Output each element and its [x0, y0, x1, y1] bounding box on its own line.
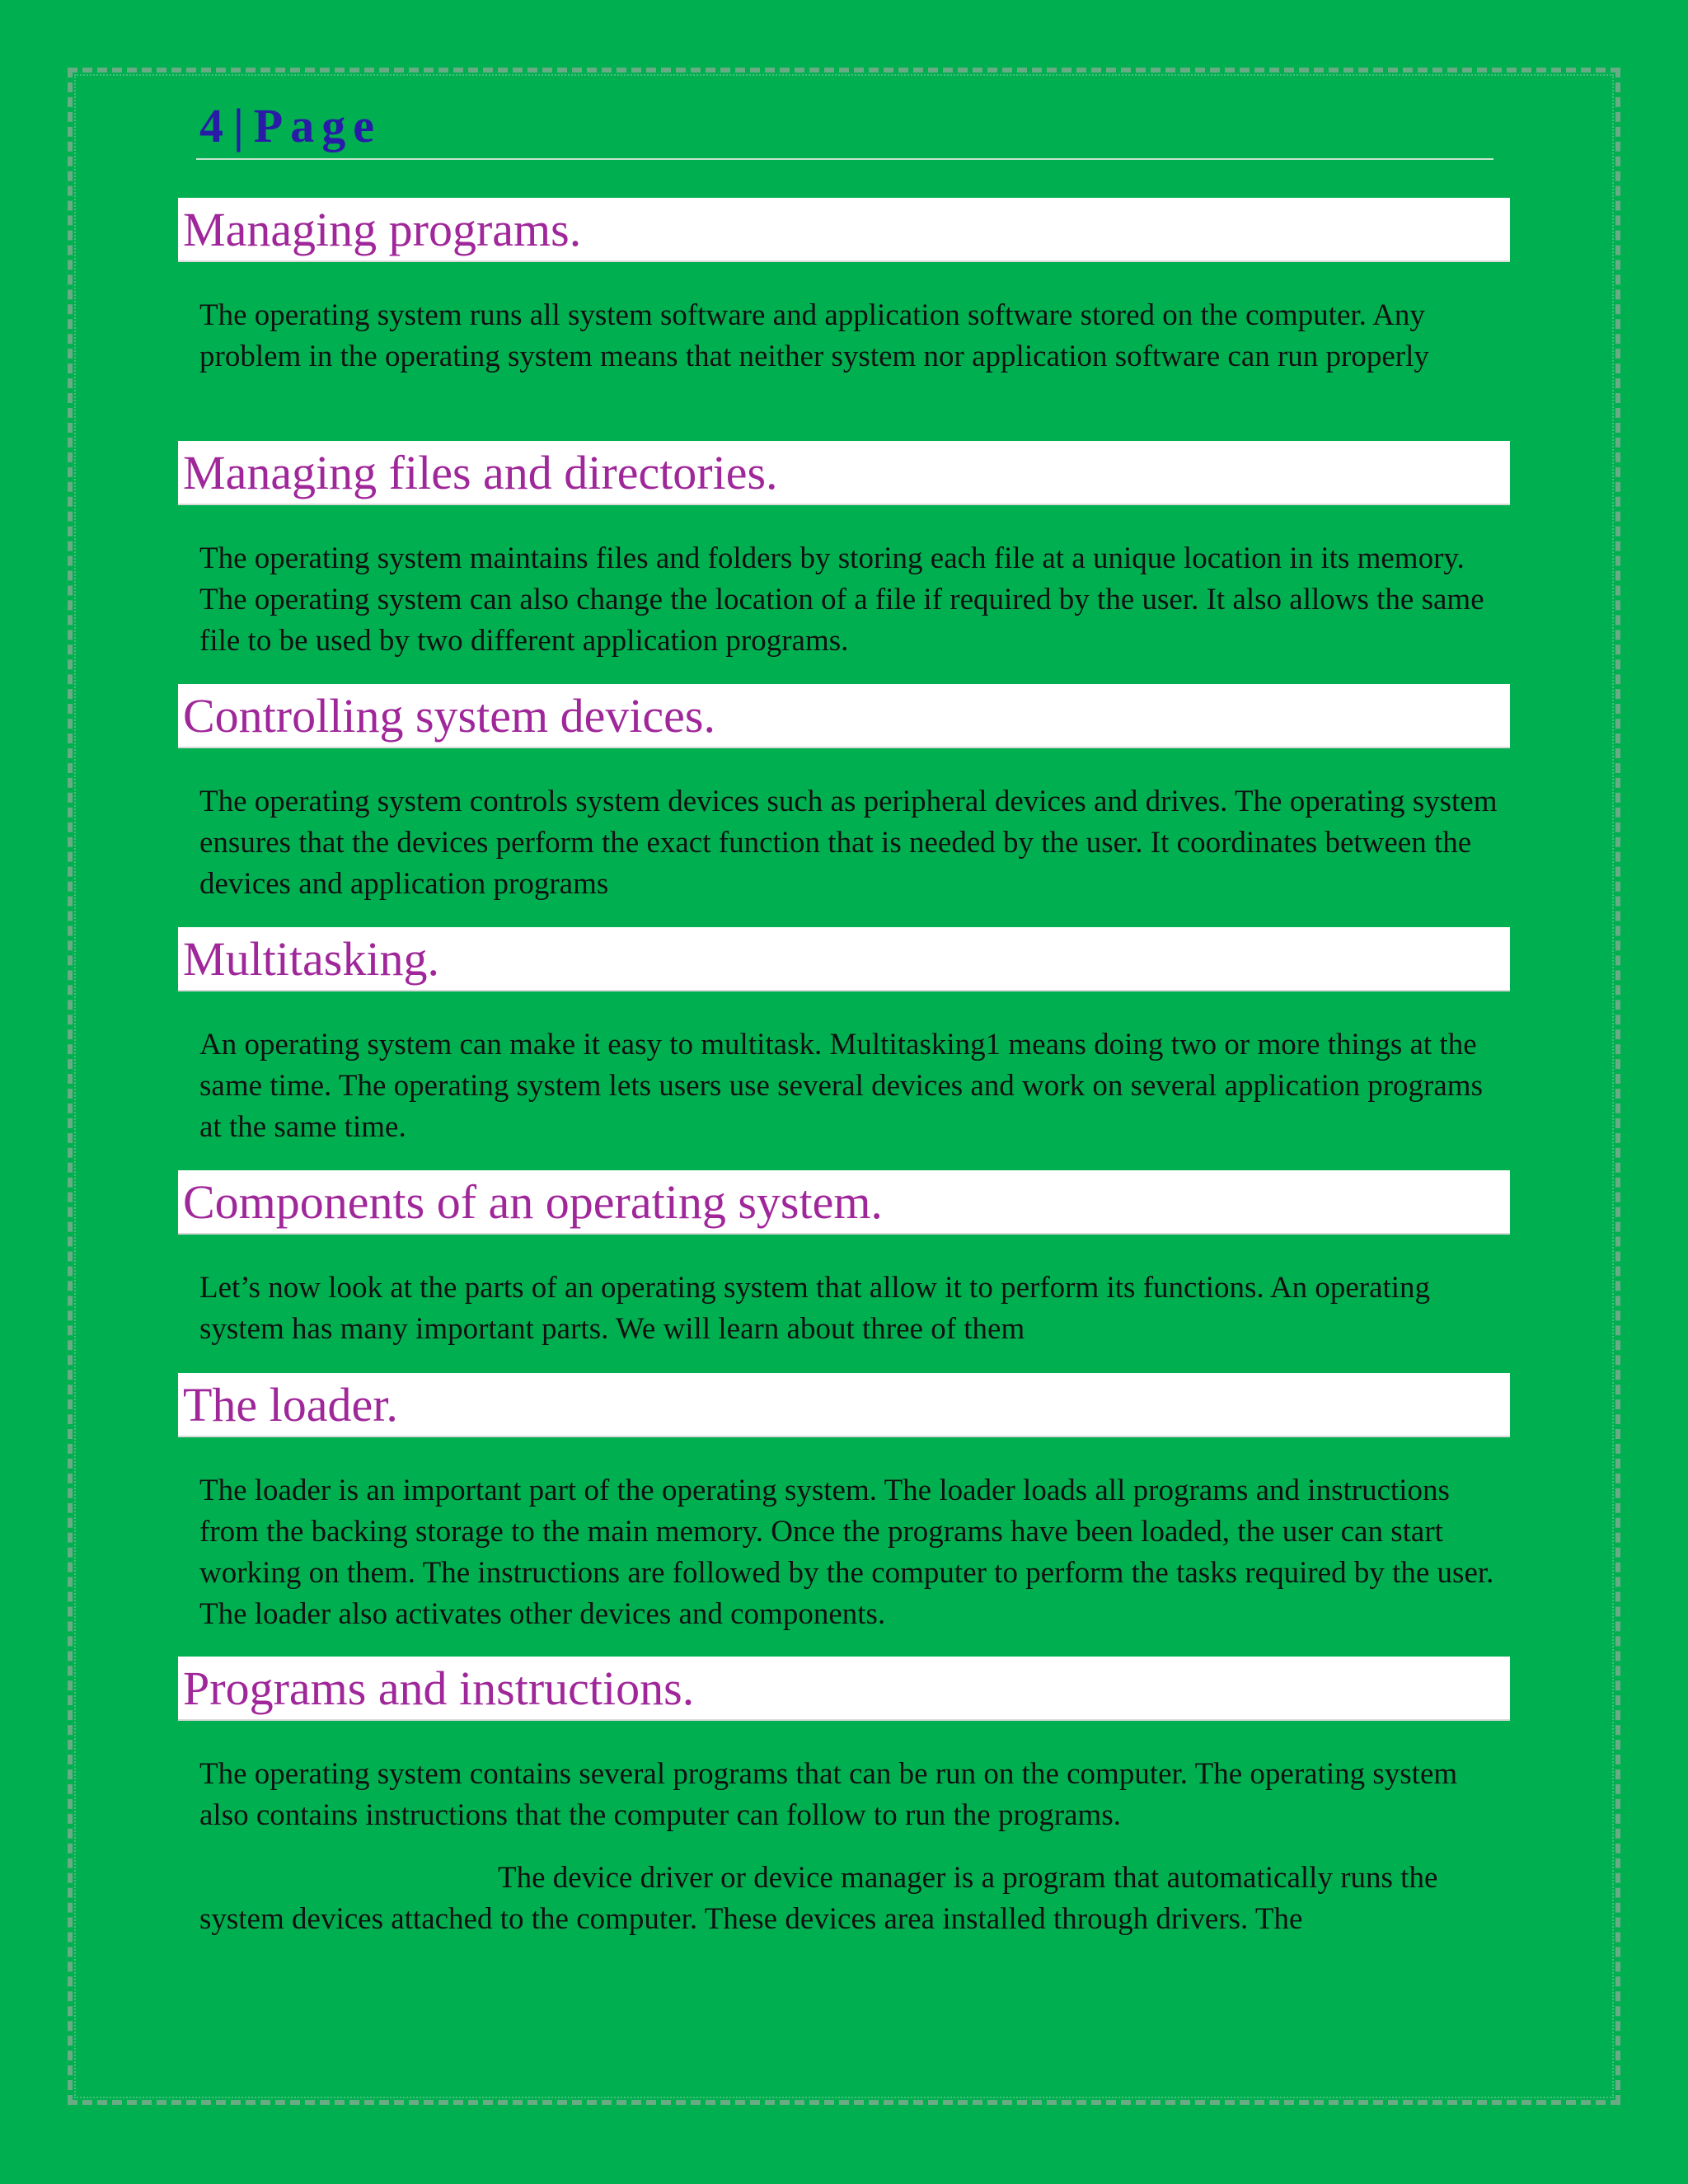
section-heading-components: Components of an operating system.: [178, 1170, 1510, 1235]
section-heading-managing-programs: Managing programs.: [178, 198, 1510, 262]
section-body-managing-files: The operating system maintains files and folders by storing each file at a unique location in its memory. The operating system can also change the location of a file if required by the user. It also allows the same file to be used by two different application programs.: [199, 541, 1484, 658]
section-heading-programs-instructions: Programs and instructions.: [178, 1657, 1510, 1721]
page-number-label: [199, 99, 382, 152]
page-word: Page: [253, 99, 382, 152]
trailing-paragraph-device-driver: The device driver or device manager is a program that automatically runs the system devices attached to the computer. These devices area installed through drivers. The: [199, 1861, 1438, 1936]
section-heading-multitasking: Multitasking.: [178, 927, 1510, 991]
page-separator: |: [233, 99, 244, 152]
section-heading-loader: The loader.: [178, 1373, 1510, 1437]
section-body-controlling-devices: The operating system controls system devices such as peripheral devices and drives. The operating system ensures that the devices perform the exact function that is needed by the user. It coordinates between the devices and application programs: [199, 785, 1498, 901]
section-body-programs-instructions: The operating system contains several programs that can be run on the computer. The operating system also contains instructions that the computer can follow to run the programs.: [199, 1757, 1458, 1832]
section-heading-controlling-devices: Controlling system devices.: [178, 684, 1510, 748]
page-number: 4: [199, 99, 223, 152]
page-header: [196, 97, 1493, 160]
section-body-multitasking: An operating system can make it easy to multitask. Multitasking1 means doing two or more things at the same time. The operating system lets users use several devices and work on several application programs at the same time.: [199, 1028, 1483, 1144]
section-body-components: Let’s now look at the parts of an operating system that allow it to perform its functions. An operating system has many important parts. We will learn about three of them: [199, 1271, 1431, 1346]
section-heading-managing-files: Managing files and directories.: [178, 441, 1510, 505]
section-body-loader: The loader is an important part of the operating system. The loader loads all programs and instructions from the backing storage to the main memory. Once the programs have been loaded, the user can start working on them. The instructions are followed by the computer to perform the tasks required by the user. The loader also activates other devices and components.: [199, 1474, 1494, 1631]
section-body-managing-programs: The operating system runs all system software and application software stored on the computer. Any problem in the operating system means that neither system nor application software can run properly: [199, 298, 1429, 373]
